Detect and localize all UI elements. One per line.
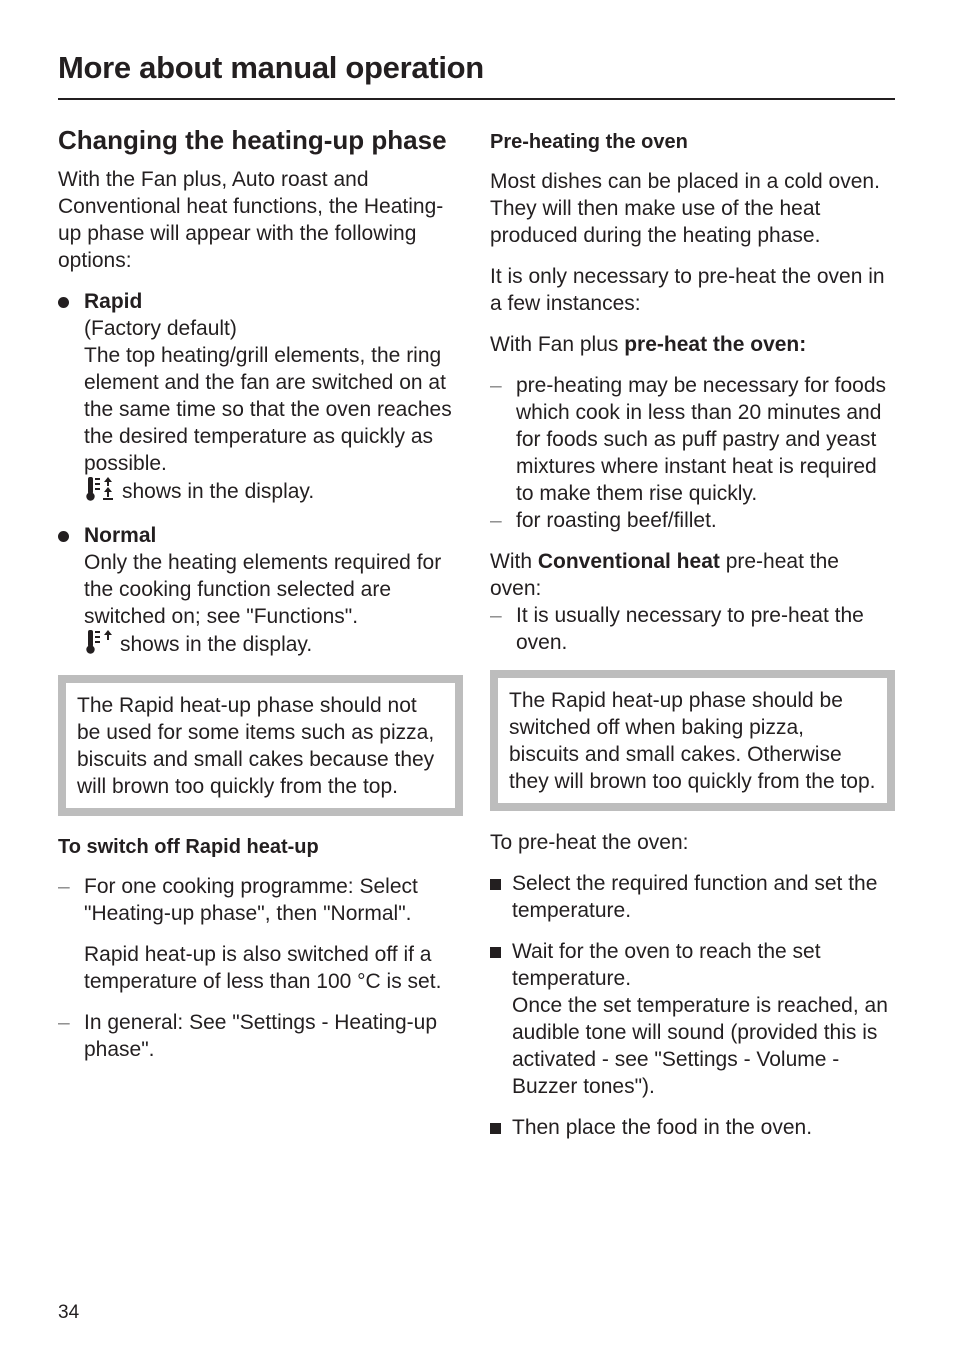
dash-marker: – [58, 875, 70, 898]
step-text: Select the required function and set the temperature. [512, 872, 878, 922]
square-bullet-icon [490, 1123, 501, 1134]
rapid-heatup-icon [84, 477, 118, 508]
fan-plus-prefix: With Fan plus [490, 333, 625, 356]
option-normal-text: Only the heating elements required for the cooking function selected are switched on; see "Functions". [84, 551, 442, 628]
dash-marker: – [490, 374, 502, 397]
switch-off-item-subtext: Rapid heat-up is also switched off if a temperature of less than 100 °C is set. [84, 943, 442, 993]
conventional-suffix: pre-heat the oven: [490, 550, 839, 600]
square-bullet-icon [490, 879, 501, 890]
switch-off-item-general [58, 1009, 463, 1063]
option-rapid [58, 288, 463, 508]
step-item [490, 1114, 895, 1141]
step-text: Wait for the oven to reach the set temperature. [512, 940, 821, 990]
fan-plus-item-text: for roasting beef/fillet. [516, 509, 717, 532]
switch-off-item-text: For one cooking programme: Select "Heating-up phase", then "Normal". [84, 875, 418, 925]
fan-plus-item [490, 372, 895, 507]
steps-intro: To pre-heat the oven: [490, 831, 689, 854]
left-column [58, 124, 463, 1077]
option-normal-label: Normal [84, 524, 157, 547]
switch-off-item-text: In general: See "Settings - Heating-up phase". [84, 1011, 438, 1061]
right-column [490, 124, 895, 1155]
dash-marker: – [490, 509, 502, 532]
option-rapid-label: Rapid [84, 290, 143, 313]
bullet-dot-icon [58, 531, 69, 542]
option-rapid-note: (Factory default) [84, 317, 237, 340]
dash-marker: – [58, 1011, 70, 1034]
option-rapid-text: The top heating/grill elements, the ring element and the fan are switched on at the same time so that the oven reaches the desired temperature as quickly as possible. [84, 344, 452, 475]
preheat-warning-note: The Rapid heat-up phase should be switched off when baking pizza, biscuits and small cakes. Otherwise they will brown too quickly from the top. [490, 670, 895, 811]
dash-marker: – [490, 604, 502, 627]
option-normal-display [84, 630, 463, 661]
normal-heatup-icon [84, 630, 116, 661]
preheat-paragraph-2: It is only necessary to pre-heat the oven in a few instances: [490, 265, 885, 315]
section-heading-heating-up: Changing the heating-up phase [58, 125, 447, 155]
conventional-bold: Conventional heat [537, 550, 720, 573]
switch-off-item-programme [58, 873, 463, 995]
option-normal [58, 522, 463, 661]
step-extra-text: Once the set temperature is reached, an audible tone will sound (provided this is activated - see "Settings - Volume - Buzzer tones"). [512, 994, 888, 1098]
intro-paragraph: With the Fan plus, Auto roast and Conventional heat functions, the Heating-up phase will appear with the following options: [58, 168, 444, 272]
option-rapid-display [84, 477, 463, 508]
fan-plus-item-text: pre-heating may be necessary for foods which cook in less than 20 minutes and for foods such as puff pastry and yeast mixtures where instant heat is required to make them rise quickly. [516, 374, 887, 505]
option-rapid-display-text: shows in the display. [122, 480, 315, 503]
step-item [490, 870, 895, 924]
step-text: Then place the food in the oven. [512, 1116, 813, 1139]
preheat-paragraph-1: Most dishes can be placed in a cold oven. They will then make use of the heat produced during the heating phase. [490, 170, 880, 247]
rapid-warning-note: The Rapid heat-up phase should not be used for some items such as pizza, biscuits and small cakes because they will brown too quickly from the top. [58, 675, 463, 816]
conventional-prefix: With [490, 550, 538, 573]
bullet-dot-icon [58, 297, 69, 308]
title-rule [58, 98, 895, 100]
fan-plus-bold: pre-heat the oven: [624, 333, 807, 356]
page-title: More about manual operation [58, 50, 484, 85]
conventional-item [490, 602, 895, 656]
switch-off-heading: To switch off Rapid heat-up [58, 836, 319, 858]
option-normal-display-text: shows in the display. [120, 633, 313, 656]
square-bullet-icon [490, 947, 501, 958]
preheat-heading: Pre-heating the oven [490, 131, 688, 153]
conventional-line [490, 548, 895, 602]
fan-plus-line [490, 331, 895, 358]
conventional-item-text: It is usually necessary to pre-heat the oven. [516, 604, 864, 654]
fan-plus-item [490, 507, 895, 534]
step-item [490, 938, 895, 1100]
page-number: 34 [58, 1302, 80, 1323]
